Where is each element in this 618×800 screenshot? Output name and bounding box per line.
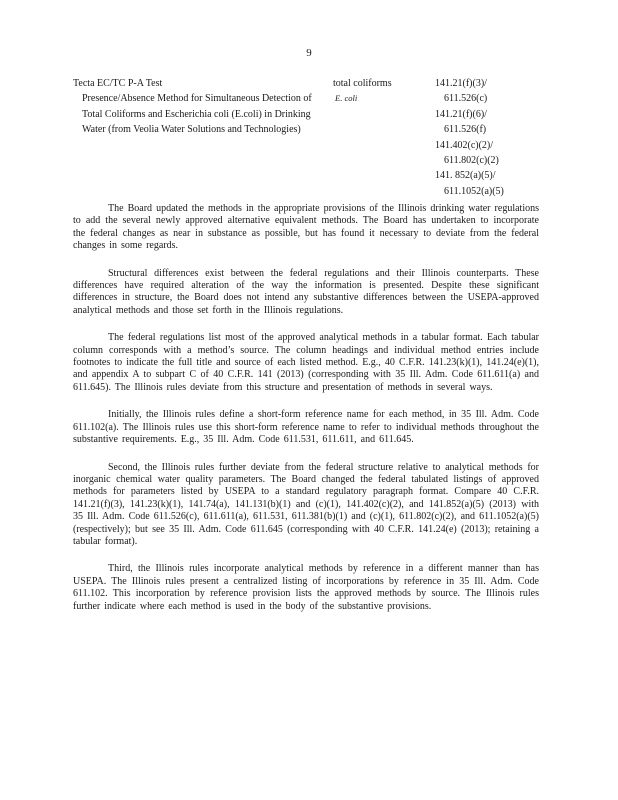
method-detail: Presence/Absence Method for Simultaneous Detection of Total Coliforms and Escherichia coli (E.coli) in Drinking Water (from Veolia Water Solutions and Technologies)	[82, 93, 312, 136]
paragraph-structural-differences: Structural differences exist between the federal regulations and their Illinois counterparts. These differences have required alteration of the way the information is presented. Despite these significant differences in structure, the Board does not intend any substantive differences between the USEPA-approved analytical methods and those set forth in the Illinois regulations.	[73, 267, 539, 316]
cfr-citation: 141.21(f)(6)/	[435, 108, 487, 120]
cfr-citation: 611.526(c)	[444, 93, 488, 105]
cfr-citation: 611.1052(a)(5)	[444, 185, 504, 197]
cfr-citation: 141.402(c)(2)/	[435, 139, 494, 151]
paragraph-inorganic-methods: Second, the Illinois rules further deviate from the federal structure relative to analytical methods for inorganic chemical water quality parameters. The Board changed the federal tabulated listings of approved methods for parameters listed by USEPA to a standard regulatory paragraph format. Compare 40 C.F.R. 141.21(f)(3), 141.23(k)(1), 141.74(a), 141.131(b)(1) and (c)(1), 141.402(c)(2), and 141.852(a)(5) (2013) with 35 Ill. Adm. Code 611.526(c), 611.611(a), 611.531, 611.381(b)(1) and (c)(1), 611.802(c)(2), and 611.1052(a)(5) (respectively); but see 35 Ill. Adm. Code 611.645 (corresponding with 40 C.F.R. 141.24(e) (2013); retaining a tabular format).	[73, 461, 539, 547]
cfr-citation: 611.526(f)	[444, 124, 487, 136]
cfr-citation: 141.21(f)(3)/	[435, 78, 487, 89]
body-text	[73, 203, 539, 628]
paragraph-short-form-names: Initially, the Illinois rules define a short-form reference name for each method, in 35 Ill. Adm. Code 611.102(a). The Illinois rules use this short-form reference name to refer to individual methods throughout the substantive requirements. E.g., 35 Ill. Adm. Code 611.531, 611.611, and 611.645.	[73, 409, 539, 446]
cfr-citation: 611.802(c)(2)	[444, 155, 499, 167]
cfr-citations	[435, 76, 545, 199]
page-number: 9	[306, 47, 312, 59]
cfr-citation: 141. 852(a)(5)/	[435, 170, 496, 182]
paragraph-incorporation-by-reference: Third, the Illinois rules incorporate analytical methods by reference in a different manner than has USEPA. The Illinois rules present a centralized listing of incorporations by reference in 35 Ill. Adm. Code 611.102. This incorporation by reference provision lists the approved methods by source. The Illinois rules further indicate where each method is used in the body of the substantive provisions.	[73, 563, 539, 612]
analyte-e-coli: E. coli	[335, 93, 358, 104]
method-description	[73, 76, 328, 138]
method-name: Tecta EC/TC P-A Test	[73, 78, 163, 89]
paragraph-federal-tabular-format: The federal regulations list most of the approved analytical methods in a tabular format. Each tabular column corresponds with a method’s source. The column headings and individual method entries include footnotes to indicate the full title and source of each listed method. E.g., 40 C.F.R. 141.23(k)(1), 141.24(e)(1), and appendix A to subpart C of 40 C.F.R. 141 (2013) (corresponding with 35 Ill. Adm. Code 611.611(a) and 611.645). The Illinois rules deviate from this structure and presentation of methods in several ways.	[73, 332, 539, 393]
analyte-total-coliforms: total coliforms	[333, 78, 392, 89]
paragraph-board-updated: The Board updated the methods in the appropriate provisions of the Illinois drinking water regulations to add the several newly approved alternative equivalent methods. The Board has undertaken to incorporate the federal changes as near in substance as possible, but has found it necessary to deviate from the federal changes in some regards.	[73, 203, 539, 252]
analyte-column	[333, 76, 433, 107]
